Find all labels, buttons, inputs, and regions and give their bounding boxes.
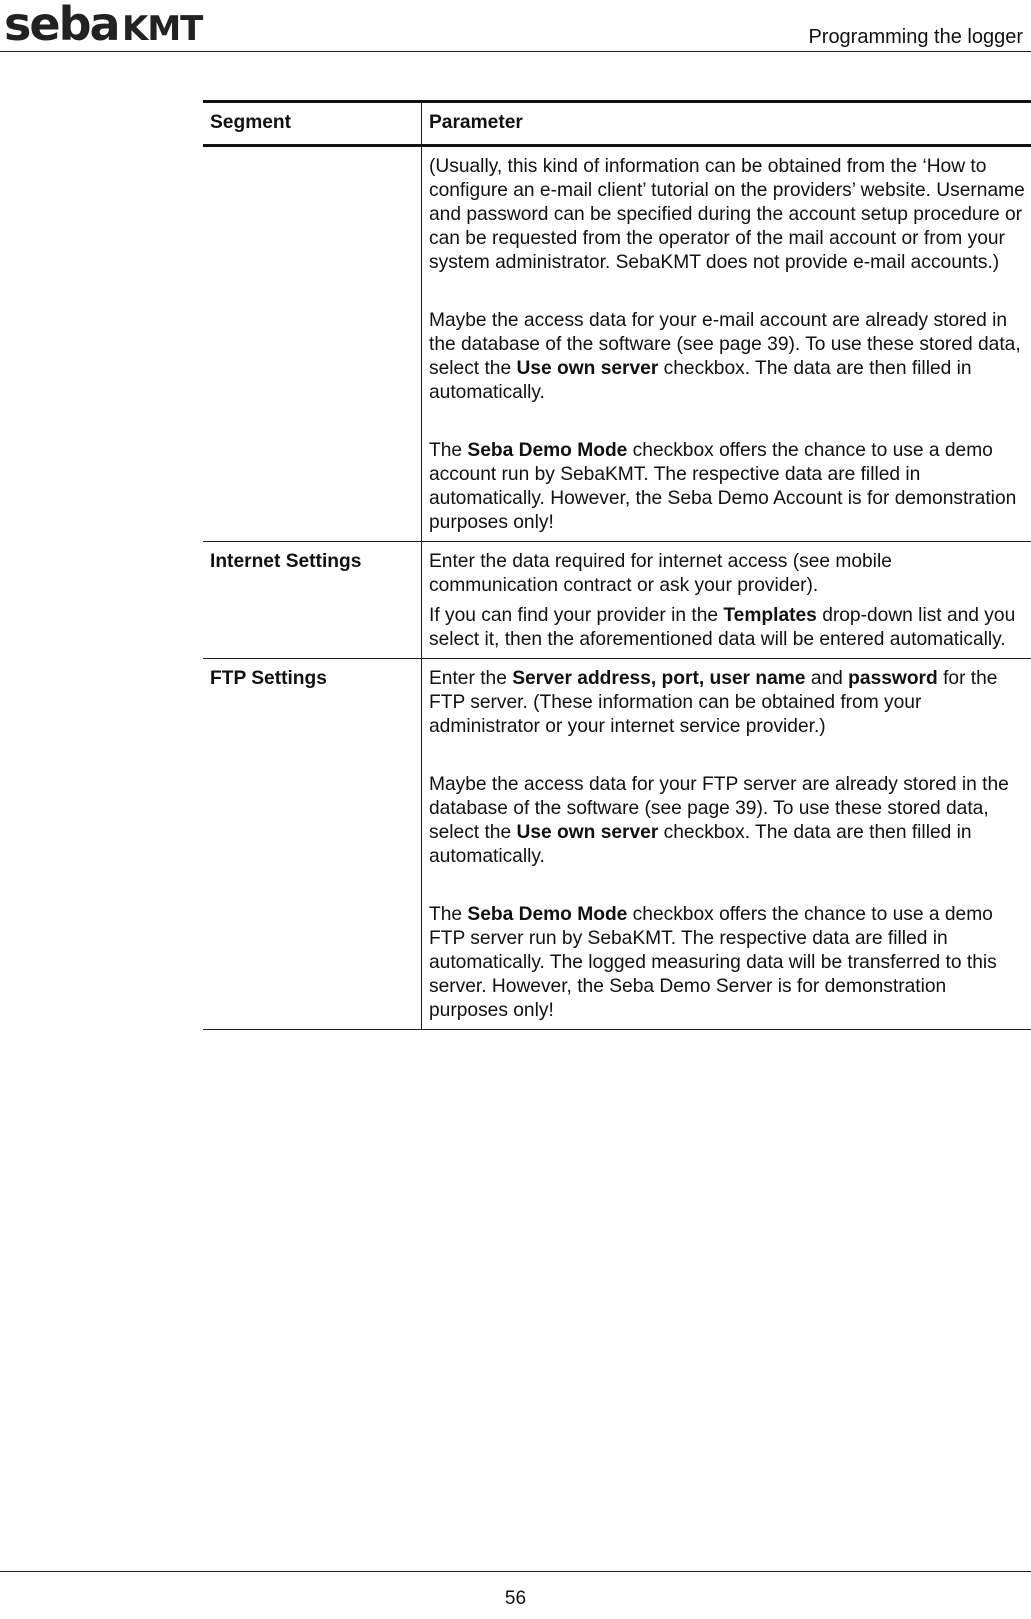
text: for the FTP server. (These information can be obtained from your administrator or your internet service provider.) [429, 668, 998, 737]
text: and [805, 668, 849, 689]
parameter-cell [422, 542, 1031, 659]
column-header-segment: Segment [210, 112, 292, 133]
bold-term: Server address, port, user name [512, 668, 806, 689]
paragraph-stored-data [429, 309, 1025, 405]
sebakmt-logo [4, 2, 226, 46]
column-header-parameter: Parameter [422, 102, 1031, 146]
text: checkbox. The data are then filled in automatically. [429, 358, 972, 403]
paragraph-internet-access: Enter the data required for internet access (see mobile communication contract or ask your provider). [429, 551, 892, 596]
paragraph-templates [429, 604, 1025, 652]
text: The [429, 440, 468, 461]
text: checkbox. The data are then filled in automatically. [429, 822, 972, 867]
text: Maybe the access data for your FTP server are already stored in the database of the software (see page 39). To use these stored data, select the [429, 774, 1009, 843]
text: drop-down list and you select it, then the aforementioned data will be entered automatically. [429, 605, 1016, 650]
paragraph-ftp-server [429, 667, 1025, 739]
paragraph-demo-mode [429, 903, 1025, 1023]
paragraph-demo-mode [429, 439, 1025, 535]
bold-term: Seba Demo Mode [467, 904, 628, 925]
text: checkbox offers the chance to use a demo FTP server run by SebaKMT. The respective data are filled in automatically. The logged measuring data will be transferred to this server. However, the Seba Demo Server is for demonstration purposes only! [429, 904, 997, 1021]
text: If you can find your provider in the [429, 605, 724, 626]
bold-term: password [848, 668, 938, 689]
bold-term: Templates [723, 605, 817, 626]
bold-term: Seba Demo Mode [467, 440, 628, 461]
bold-term: Use own server [516, 822, 659, 843]
text: Maybe the access data for your e-mail account are already stored in the database of the software (see page 39). To use these stored data, select the [429, 310, 1021, 379]
parameter-cell [422, 146, 1031, 542]
text: The [429, 904, 468, 925]
text: Enter the [429, 668, 513, 689]
svg-text:KMT: KMT [122, 9, 203, 46]
section-title: Programming the logger [808, 26, 1023, 48]
table-row [203, 542, 1031, 659]
table-row [203, 659, 1031, 1030]
table-row [203, 146, 1031, 542]
svg-text:seba: seba [4, 2, 119, 46]
segment-cell-empty [203, 146, 422, 542]
header-divider [0, 51, 1031, 52]
segment-cell-internet-settings: Internet Settings [210, 551, 362, 572]
paragraph-account-info: (Usually, this kind of information can be obtained from the ‘How to configure an e-mail client’ tutorial on the providers’ website. Username and password can be specified during the account setup procedure or can be requested from the operator of the mail account or from your system administrator. SebaKMT does not provide e-mail accounts.) [429, 156, 1025, 273]
footer-divider [0, 1571, 1031, 1572]
parameter-table [203, 100, 1031, 1030]
table-header-row [203, 102, 1031, 146]
page-number: 56 [504, 1588, 527, 1609]
segment-cell-ftp-settings: FTP Settings [210, 668, 327, 689]
text: checkbox offers the chance to use a demo account run by SebaKMT. The respective data are filled in automatically. However, the Seba Demo Account is for demonstration purposes only! [429, 440, 1017, 533]
parameter-cell [422, 659, 1031, 1030]
bold-term: Use own server [516, 358, 659, 379]
paragraph-stored-data [429, 773, 1025, 869]
